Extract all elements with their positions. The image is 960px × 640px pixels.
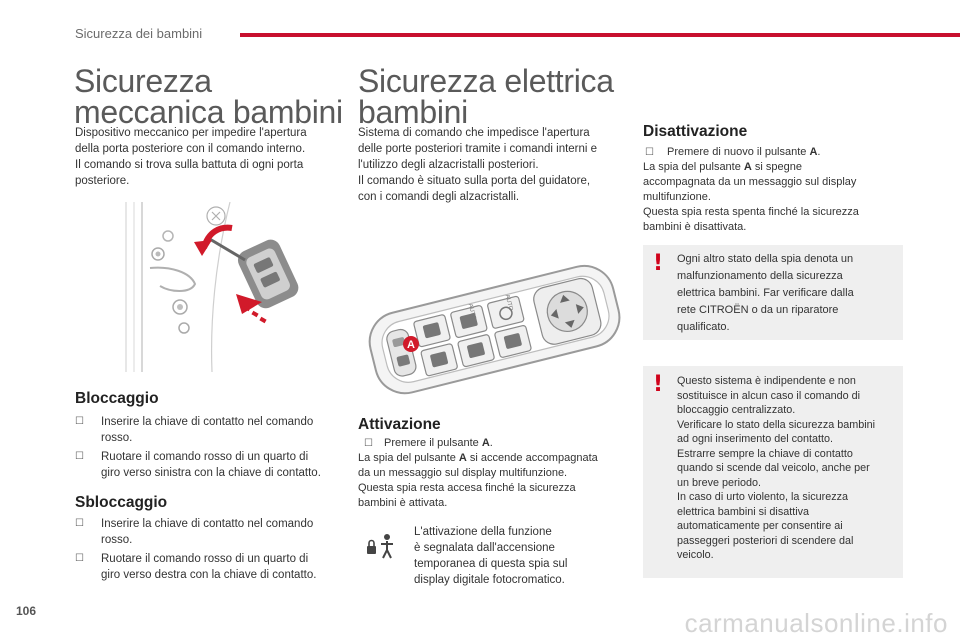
deactivation-line (643, 160, 903, 175)
notice-line: Questo sistema è indipendente e non (677, 375, 856, 387)
notice-line: veicolo. (677, 549, 714, 561)
locking-title: Bloccaggio (75, 390, 159, 407)
activation-step-end: . (489, 437, 493, 449)
deactivation-step-end: . (817, 146, 821, 158)
title-line: Sicurezza (74, 63, 212, 99)
intro-line: posteriore. (75, 175, 130, 187)
list-item-line: Inserire la chiave di contatto nel comando (101, 518, 314, 530)
checkbox-bullet-icon: ☐ (75, 518, 84, 529)
deactivation-step-text: Premere di nuovo il pulsante (667, 146, 810, 158)
notice-line: automaticamente per consentire ai (677, 520, 843, 532)
notice-line: Verificare lo stato della sicurezza bambini (677, 418, 876, 431)
checkbox-bullet-icon: ☐ (75, 451, 84, 462)
intro-line: della porta posteriore con il comando interno. (75, 143, 306, 155)
activation-line (358, 451, 628, 466)
activation-line: da un messaggio sul display multifunzione. (358, 467, 568, 479)
auto-label: AUTO (466, 303, 477, 321)
unlocking-title: Sbloccaggio (75, 494, 168, 511)
notice-line: qualificato. (677, 321, 730, 333)
activation-body (358, 436, 628, 511)
locking-steps (75, 414, 345, 484)
checkbox-bullet-icon: ☐ (645, 147, 654, 158)
button-label-a: A (743, 161, 752, 173)
notice-line: elettrica bambini si disattiva (677, 505, 810, 518)
intro-line: Dispositivo meccanico per impedire l'apertura (75, 127, 307, 139)
button-label-a: A (809, 146, 818, 158)
activation-tip (414, 524, 634, 588)
notice-text (677, 251, 895, 336)
list-item (75, 551, 345, 583)
deactivation-step (643, 145, 903, 160)
deactivation-title: Disattivazione (643, 123, 748, 140)
list-item-line: giro verso sinistra con la chiave di contatto. (101, 467, 321, 479)
button-a-callout: A (407, 339, 415, 351)
intro-line: Il comando si trova sulla battuta di ogni porta (75, 159, 304, 171)
warning-notice-independent-system (643, 366, 903, 578)
notice-text (677, 374, 895, 563)
tip-line: L'attivazione della funzione (414, 526, 552, 538)
activation-line-start: La spia del pulsante (358, 452, 459, 464)
notice-line: Ogni altro stato della spia denota un (677, 253, 854, 265)
notice-line: rete CITROËN o da un riparatore (677, 304, 839, 316)
deactivation-line: accompagnata da un messaggio sul display (643, 176, 857, 188)
notice-line: quando si scende dal veicolo, anche per (677, 462, 870, 474)
page-title-mechanical (74, 63, 344, 130)
intro-line: Il comando è situato sulla porta del guidatore, (358, 175, 591, 187)
notice-line: malfunzionamento della sicurezza (677, 270, 843, 282)
page-number: 106 (16, 604, 37, 618)
auto-label: AUTO (503, 293, 514, 312)
child-lock-warning-icon (364, 532, 398, 562)
deactivation-line: multifunzione. (643, 191, 711, 203)
activation-step (358, 436, 628, 451)
notice-line: In caso di urto violento, la sicurezza (677, 491, 849, 503)
activation-line: bambini è attivata. (358, 497, 448, 509)
intro-line: Sistema di comando che impedisce l'apertura (358, 127, 590, 139)
list-item-line: giro verso destra con la chiave di contatto. (101, 569, 317, 581)
checkbox-bullet-icon: ☐ (364, 438, 373, 449)
deactivation-line-start: La spia del pulsante (643, 161, 744, 173)
tip-line: display digitale fotocromatico. (414, 574, 565, 586)
list-item (75, 449, 345, 481)
checkbox-bullet-icon: ☐ (75, 553, 84, 564)
title-line: meccanica bambini (74, 94, 343, 130)
list-item-line: rosso. (101, 432, 133, 444)
notice-line: ad ogni inserimento del contatto. (677, 433, 834, 445)
activation-line-end: si accende accompagnata (466, 452, 598, 464)
window-switch-panel-illustration (362, 248, 630, 398)
notice-line: elettrica bambini. Far verificare dalla (677, 287, 854, 299)
section-header: Sicurezza dei bambini (75, 26, 203, 41)
page-title-electric (358, 63, 628, 130)
title-line: bambini (358, 94, 468, 130)
list-item-line: Inserire la chiave di contatto nel comando (101, 416, 314, 428)
checkbox-bullet-icon: ☐ (75, 416, 84, 427)
intro-line: l'utilizzo degli alzacristalli posteriori. (358, 159, 539, 171)
electric-intro (358, 125, 628, 205)
notice-line: sostituisce in alcun caso il comando di (677, 389, 861, 402)
deactivation-body (643, 145, 903, 235)
mechanical-intro (75, 125, 345, 189)
deactivation-line: Questa spia resta spenta finché la sicurezza (643, 206, 859, 218)
deactivation-line: bambini è disattivata. (643, 221, 747, 233)
tip-line: è segnalata dall'accensione (414, 542, 555, 554)
notice-line: Estrarre sempre la chiave di contatto (677, 447, 853, 460)
watermark: carmanualsonline.info (684, 608, 948, 638)
notice-line: passeggeri posteriori di scendere dal (677, 534, 854, 547)
list-item (75, 414, 345, 446)
warning-notice-malfunction (643, 245, 903, 340)
warning-exclamation-icon: ! (653, 251, 664, 276)
notice-line: bloccaggio centralizzato. (677, 404, 796, 416)
list-item-line: rosso. (101, 534, 133, 546)
unlocking-steps (75, 516, 345, 586)
list-item-line: Ruotare il comando rosso di un quarto di (101, 553, 309, 565)
tip-line: temporanea di questa spia sul (414, 558, 568, 570)
notice-line: un breve periodo. (677, 476, 762, 489)
header-accent-bar (240, 33, 960, 37)
warning-exclamation-icon: ! (653, 372, 664, 397)
button-label-a: A (481, 437, 490, 449)
activation-step-text: Premere il pulsante (384, 437, 482, 449)
list-item (75, 516, 345, 548)
deactivation-line-end: si spegne (751, 161, 803, 173)
intro-line: con i comandi degli alzacristalli. (358, 191, 520, 203)
title-line: Sicurezza elettrica (358, 63, 614, 99)
activation-line: Questa spia resta accesa finché la sicurezza (358, 482, 576, 494)
list-item-line: Ruotare il comando rosso di un quarto di (101, 451, 309, 463)
intro-line: delle porte posteriori tramite i comandi interni e (358, 143, 598, 155)
activation-title: Attivazione (358, 416, 441, 433)
door-latch-illustration (120, 202, 320, 372)
button-label-a: A (458, 452, 467, 464)
